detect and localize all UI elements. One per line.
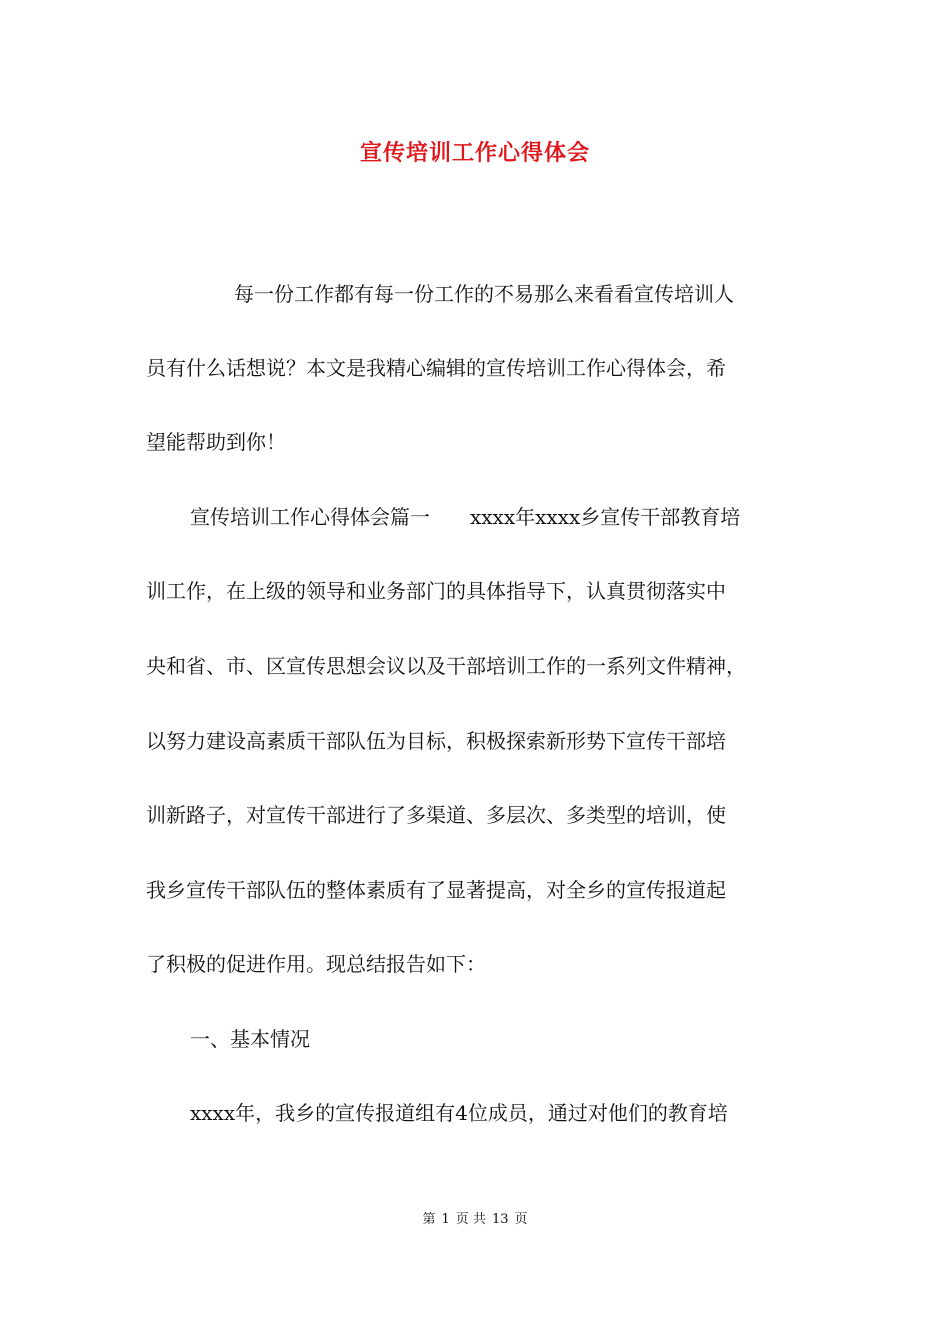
footer-suffix: 页 — [514, 1212, 528, 1227]
footer-current-page: 1 — [441, 1212, 450, 1227]
paragraph-line: 以努力建设高素质干部队伍为目标，积极探索新形势下宣传干部培 — [146, 729, 726, 753]
paragraph-line: 宣传培训工作心得体会篇一 xxxx年xxxx乡宣传干部教育培 — [190, 505, 741, 529]
paragraph-line: 了积极的促进作用。现总结报告如下： — [146, 952, 486, 976]
paragraph-line: 我乡宣传干部队伍的整体素质有了显著提高，对全乡的宣传报道起 — [146, 878, 726, 902]
paragraph-line: 望能帮助到你！ — [146, 430, 286, 454]
paragraph-line: 央和省、市、区宣传思想会议以及干部培训工作的一系列文件精神， — [146, 654, 746, 678]
paragraph-line: 每一份工作都有每一份工作的不易那么来看看宣传培训人 — [234, 282, 734, 306]
paragraph-line: xxxx年，我乡的宣传报道组有4位成员，通过对他们的教育培 — [190, 1101, 728, 1125]
footer-prefix: 第 — [422, 1212, 436, 1227]
document-title: 宣传培训工作心得体会 — [359, 141, 590, 166]
footer-mid: 页 共 — [455, 1212, 486, 1227]
paragraph-line: 员有什么话想说？本文是我精心编辑的宣传培训工作心得体会，希 — [146, 356, 726, 380]
paragraph-line: 训新路子，对宣传干部进行了多渠道、多层次、多类型的培训，使 — [146, 803, 726, 827]
paragraph-line: 训工作，在上级的领导和业务部门的具体指导下，认真贯彻落实中 — [146, 579, 726, 603]
page-footer — [0, 1208, 950, 1227]
footer-total-pages: 13 — [491, 1212, 509, 1227]
section-heading: 一、基本情况 — [190, 1027, 310, 1051]
